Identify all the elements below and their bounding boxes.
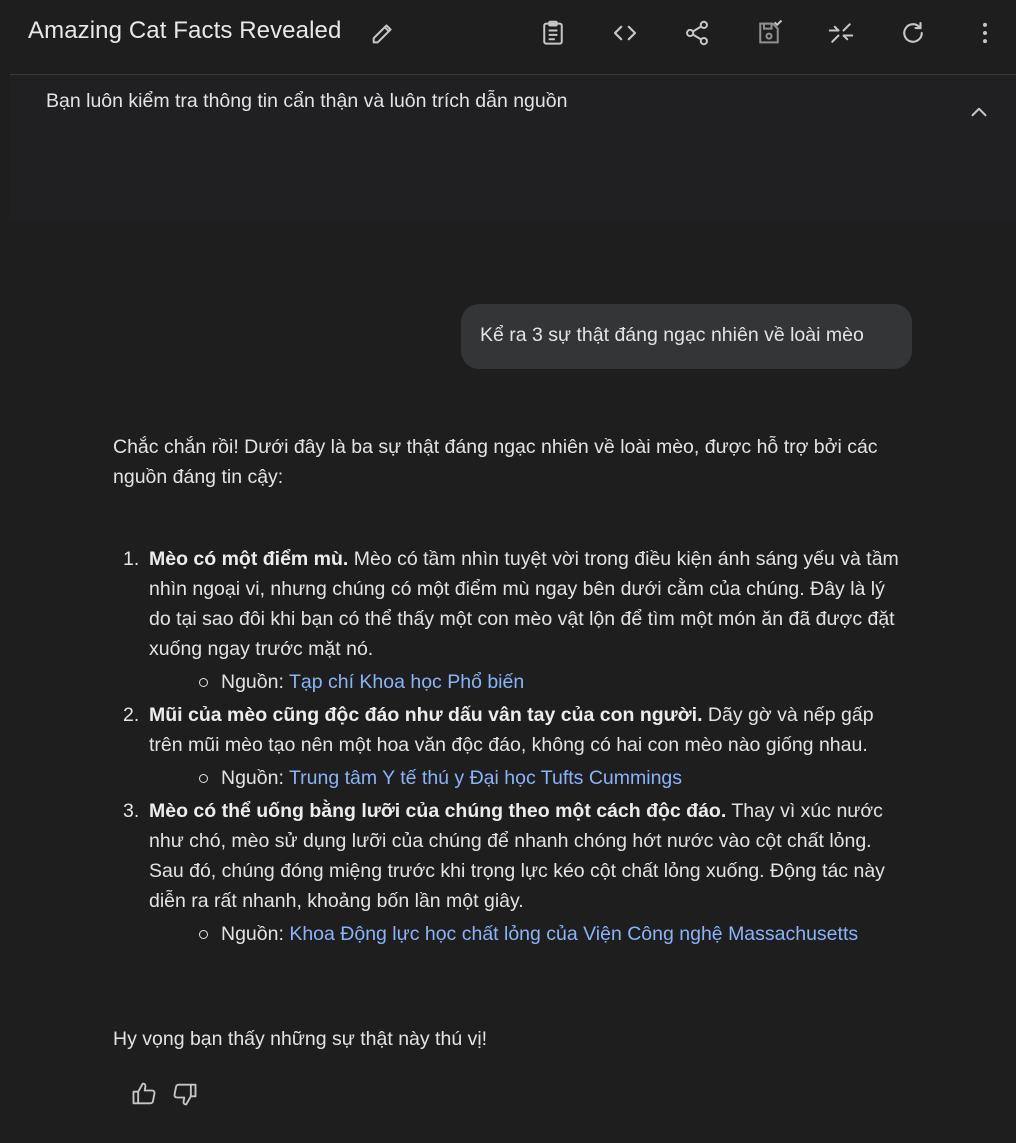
source-line [149, 919, 913, 949]
save-icon [754, 18, 784, 48]
circle-bullet-icon [199, 774, 208, 783]
clipboard-button[interactable] [538, 18, 568, 48]
thumbs-down-button[interactable] [171, 1080, 199, 1108]
source-label: Nguồn: [221, 923, 290, 945]
circle-bullet-icon [199, 678, 208, 687]
compare-button[interactable] [826, 18, 856, 48]
model-response [113, 432, 913, 952]
fact-body: Thay vì xúc nước như chó, mèo sử dụng lưỡi của chúng để nhanh chóng hớt nước vào cột chất lỏng. Sau đó, chúng đóng miệng trước khi trọng lực kéo cột chất lỏng xuống. Động tác này diễn ra rất nhanh, khoảng bốn lần một giây. [149, 800, 885, 912]
header [0, 0, 1016, 64]
source-line [149, 763, 913, 793]
fact-heading: Mũi của mèo cũng độc đáo như dấu vân tay của con người. [149, 704, 703, 726]
response-intro: Chắc chắn rồi! Dưới đây là ba sự thật đáng ngạc nhiên về loài mèo, được hỗ trợ bởi các nguồn đáng tin cậy: [113, 436, 878, 488]
code-icon [610, 18, 640, 48]
source-link[interactable]: Tạp chí Khoa học Phổ biến [288, 671, 525, 693]
list-number: 2. [123, 704, 140, 726]
source-link[interactable]: Khoa Động lực học chất lỏng của Viện Công nghệ Massachusetts [289, 923, 859, 945]
source-line [149, 667, 913, 697]
thumbs-down-icon [171, 1080, 199, 1108]
compare-icon [826, 18, 856, 48]
response-outro: Hy vọng bạn thấy những sự thật này thú vị! [113, 1028, 488, 1050]
fact-body: Mèo có tầm nhìn tuyệt vời trong điều kiện ánh sáng yếu và tầm nhìn ngoại vi, nhưng chúng có một điểm mù ngay bên dưới cằm của chúng. Đây là lý do tại sao đôi khi bạn có thể thấy một con mèo vật lộn để tìm một món ăn đã được đặt xuống ngay trước mặt nó. [149, 548, 899, 660]
list-number: 3. [123, 800, 140, 822]
circle-bullet-icon [199, 930, 208, 939]
collapse-system-instructions-button[interactable] [966, 99, 992, 125]
chevron-up-icon [966, 99, 992, 125]
clipboard-icon [538, 18, 568, 48]
list-item [113, 796, 913, 949]
fact-heading: Mèo có thể uống bằng lưỡi của chúng theo một cách độc đáo. [149, 800, 727, 822]
thumbs-up-button[interactable] [130, 1080, 158, 1108]
source-label: Nguồn: [221, 671, 289, 693]
edit-title-button[interactable] [369, 19, 397, 47]
refresh-icon [898, 18, 928, 48]
edit-icon [369, 19, 397, 47]
refresh-button[interactable] [898, 18, 928, 48]
share-button[interactable] [682, 18, 712, 48]
fact-list [113, 544, 913, 949]
thumbs-up-icon [130, 1080, 158, 1108]
share-icon [682, 18, 712, 48]
fact-heading: Mèo có một điểm mù. [149, 548, 349, 570]
get-code-button[interactable] [610, 18, 640, 48]
list-number: 1. [123, 548, 140, 570]
fact-body: Dãy gờ và nếp gấp trên mũi mèo tạo nên một hoa văn độc đáo, không có hai con mèo nào giống nhau. [149, 704, 874, 756]
more-vert-icon [970, 18, 1000, 48]
list-item [113, 544, 913, 697]
source-label: Nguồn: [221, 767, 289, 789]
system-instructions-text[interactable]: Bạn luôn kiểm tra thông tin cẩn thận và luôn trích dẫn nguồn [46, 90, 568, 112]
page-title: Amazing Cat Facts Revealed [28, 17, 342, 44]
source-link[interactable]: Trung tâm Y tế thú y Đại học Tufts Cummings [288, 767, 683, 789]
more-options-button[interactable] [970, 18, 1000, 48]
user-message-bubble[interactable] [461, 304, 912, 369]
list-item [113, 700, 913, 793]
save-button[interactable] [754, 18, 784, 48]
user-message-text: Kể ra 3 sự thật đáng ngạc nhiên về loài mèo [480, 324, 864, 346]
